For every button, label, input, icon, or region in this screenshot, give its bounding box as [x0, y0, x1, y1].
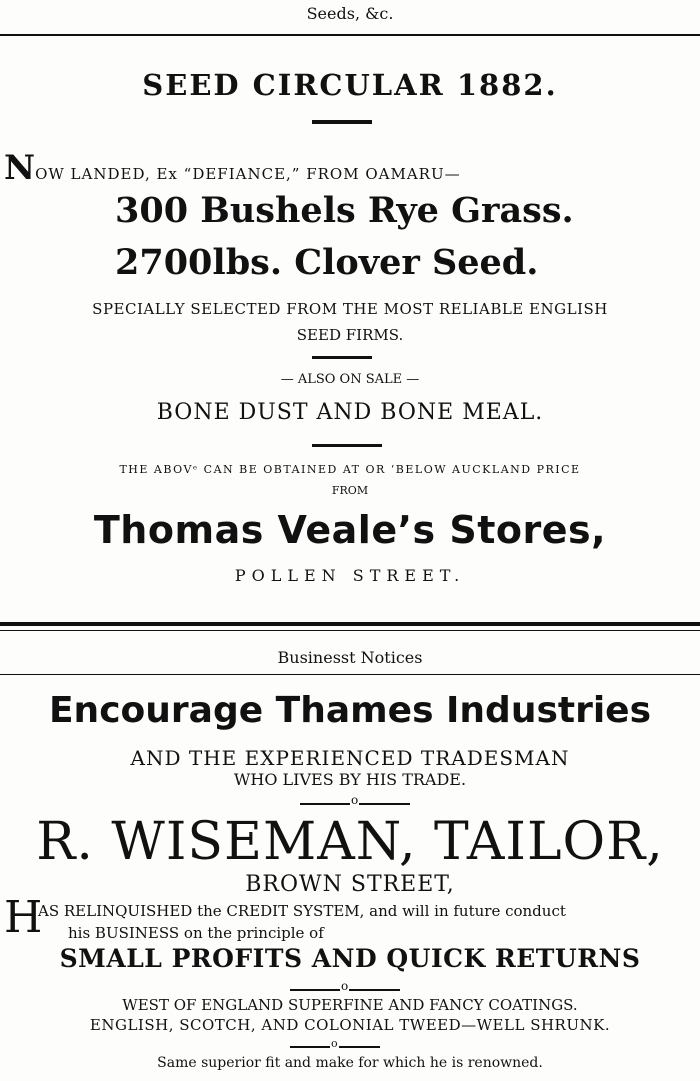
divider-mark: o [351, 793, 359, 807]
short-rule [312, 356, 372, 359]
section-divider [0, 630, 700, 631]
stores-name: Thomas Veale’s Stores, [93, 508, 607, 552]
wiseman-headline: R. WISEMAN, TAILOR, [36, 812, 664, 872]
header-rule [0, 34, 700, 36]
lives-by-trade-line: WHO LIVES BY HIS TRADE. [233, 770, 467, 789]
divider-mark: o [331, 1037, 338, 1050]
brown-street: BROWN STREET, [245, 872, 455, 897]
short-rule [312, 444, 382, 447]
landed-text: OW LANDED, Ex “DEFIANCE,” FROM OAMARU— [35, 165, 461, 183]
drop-cap-n: N [4, 148, 36, 188]
section-header-business: Businesst Notices [277, 648, 423, 667]
seed-circular-title: SEED CIRCULAR 1882. [142, 68, 558, 102]
pollen-street: POLLEN STREET. [234, 566, 466, 585]
coatings-line: WEST OF ENGLAND SUPERFINE AND FANCY COATINGS. [122, 996, 578, 1014]
short-rule [312, 120, 372, 124]
tradesman-line: AND THE EXPERIENCED TRADESMAN [130, 746, 570, 770]
small-profits-headline: SMALL PROFITS AND QUICK RETURNS [59, 944, 641, 973]
divider-mark: o [341, 979, 349, 993]
obtain-line: THE ABOVᵉ CAN BE OBTAINED AT OR ‘BELOW AUCKLAND PRICE [119, 463, 581, 476]
encourage-headline: Encourage Thames Industries [48, 690, 652, 731]
o-divider [290, 1037, 380, 1054]
also-on-sale: — ALSO ON SALE — [280, 372, 420, 387]
rye-grass-line: 300 Bushels Rye Grass. [115, 190, 574, 231]
tweed-line: ENGLISH, SCOTCH, AND COLONIAL TWEED—WELL SHRUNK. [89, 1016, 611, 1034]
renowned-line: Same superior fit and make for which he is renowned. [157, 1055, 543, 1071]
landed-line [4, 148, 461, 188]
bone-dust-line: BONE DUST AND BONE MEAL. [156, 400, 544, 425]
from-label: FROM [331, 484, 369, 497]
clover-line: 2700lbs. Clover Seed. [115, 242, 539, 283]
header-rule [0, 674, 700, 675]
section-divider [0, 622, 700, 626]
drop-cap-h: H [4, 892, 43, 943]
o-divider [300, 793, 410, 812]
selected-line-2: SEED FIRMS. [296, 326, 404, 344]
has-line-2: his BUSINESS on the principle of [68, 924, 324, 942]
selected-line-1: SPECIALLY SELECTED FROM THE MOST RELIABLE ENGLISH [92, 300, 608, 318]
has-line-1: AS RELINQUISHED the CREDIT SYSTEM, and will in future conduct [38, 902, 566, 920]
section-header-seeds: Seeds, &c. [306, 4, 394, 23]
